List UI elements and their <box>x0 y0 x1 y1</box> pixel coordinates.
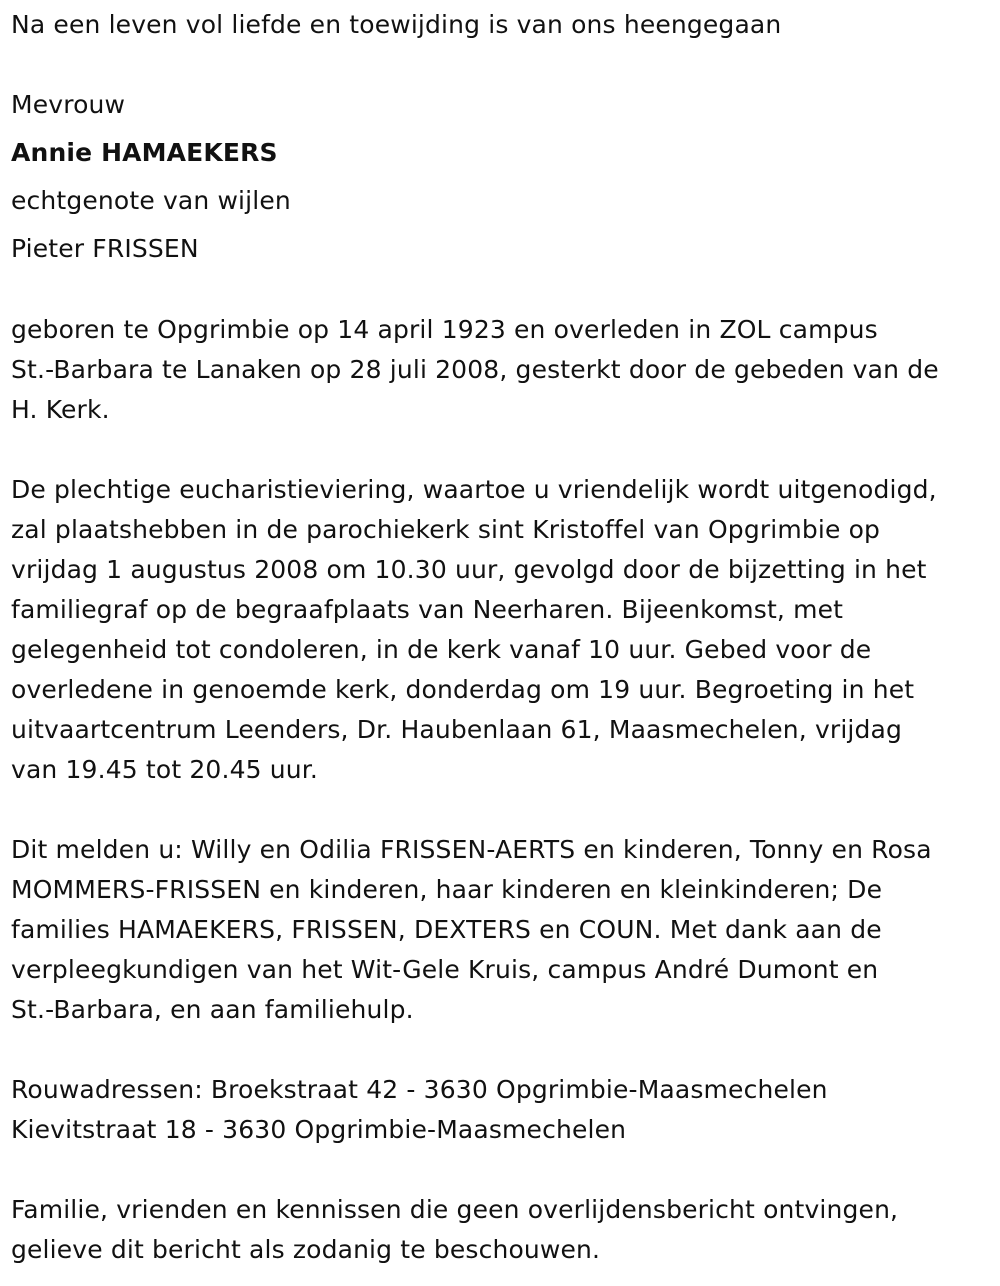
paragraph-line: vrijdag 1 augustus 2008 om 10.30 uur, gevolgd door de bijzetting in het <box>11 555 927 584</box>
paragraph-line: gelieve dit bericht als zodanig te beschouwen. <box>11 1235 601 1264</box>
paragraph-line: van 19.45 tot 20.45 uur. <box>11 755 319 784</box>
paragraph-line: verpleegkundigen van het Wit-Gele Kruis, campus André Dumont en <box>11 955 879 984</box>
spouse-name: Pieter FRISSEN <box>11 234 199 263</box>
paragraph-line: uitvaartcentrum Leenders, Dr. Haubenlaan 61, Maasmechelen, vrijdag <box>11 715 903 744</box>
paragraph-line: Familie, vrienden en kennissen die geen overlijdensbericht ontvingen, <box>11 1195 899 1224</box>
paragraph-line: overledene in genoemde kerk, donderdag om 19 uur. Begroeting in het <box>11 675 915 704</box>
paragraph-line: St.-Barbara, en aan familiehulp. <box>11 995 414 1024</box>
paragraph-line: geboren te Opgrimbie op 14 april 1923 en overleden in ZOL campus <box>11 315 878 344</box>
paragraph-line: MOMMERS-FRISSEN en kinderen, haar kinderen en kleinkinderen; De <box>11 875 883 904</box>
mourning-addresses <box>11 1070 828 1150</box>
paragraph-line: families HAMAEKERS, FRISSEN, DEXTERS en COUN. Met dank aan de <box>11 915 882 944</box>
birth-death-paragraph <box>11 310 939 430</box>
closing-paragraph <box>11 1190 898 1270</box>
paragraph-line: zal plaatshebben in de parochiekerk sint Kristoffel van Opgrimbie op <box>11 515 881 544</box>
address-line: Kievitstraat 18 - 3630 Opgrimbie-Maasmechelen <box>11 1115 627 1144</box>
funeral-service-paragraph <box>11 470 937 790</box>
intro-text: Na een leven vol liefde en toewijding is van ons heengegaan <box>11 10 782 39</box>
paragraph-line: De plechtige eucharistieviering, waartoe u vriendelijk wordt uitgenodigd, <box>11 475 937 504</box>
paragraph-line: St.-Barbara te Lanaken op 28 juli 2008, gesterkt door de gebeden van de <box>11 355 939 384</box>
announcement-paragraph <box>11 830 932 1030</box>
paragraph-line: familiegraf op de begraafplaats van Neerharen. Bijeenkomst, met <box>11 595 844 624</box>
deceased-name: Annie HAMAEKERS <box>11 138 278 167</box>
paragraph-line: H. Kerk. <box>11 395 110 424</box>
relation-text: echtgenote van wijlen <box>11 186 291 215</box>
address-line: Rouwadressen: Broekstraat 42 - 3630 Opgrimbie-Maasmechelen <box>11 1075 828 1104</box>
salutation: Mevrouw <box>11 90 126 119</box>
paragraph-line: Dit melden u: Willy en Odilia FRISSEN-AERTS en kinderen, Tonny en Rosa <box>11 835 932 864</box>
paragraph-line: gelegenheid tot condoleren, in de kerk vanaf 10 uur. Gebed voor de <box>11 635 872 664</box>
